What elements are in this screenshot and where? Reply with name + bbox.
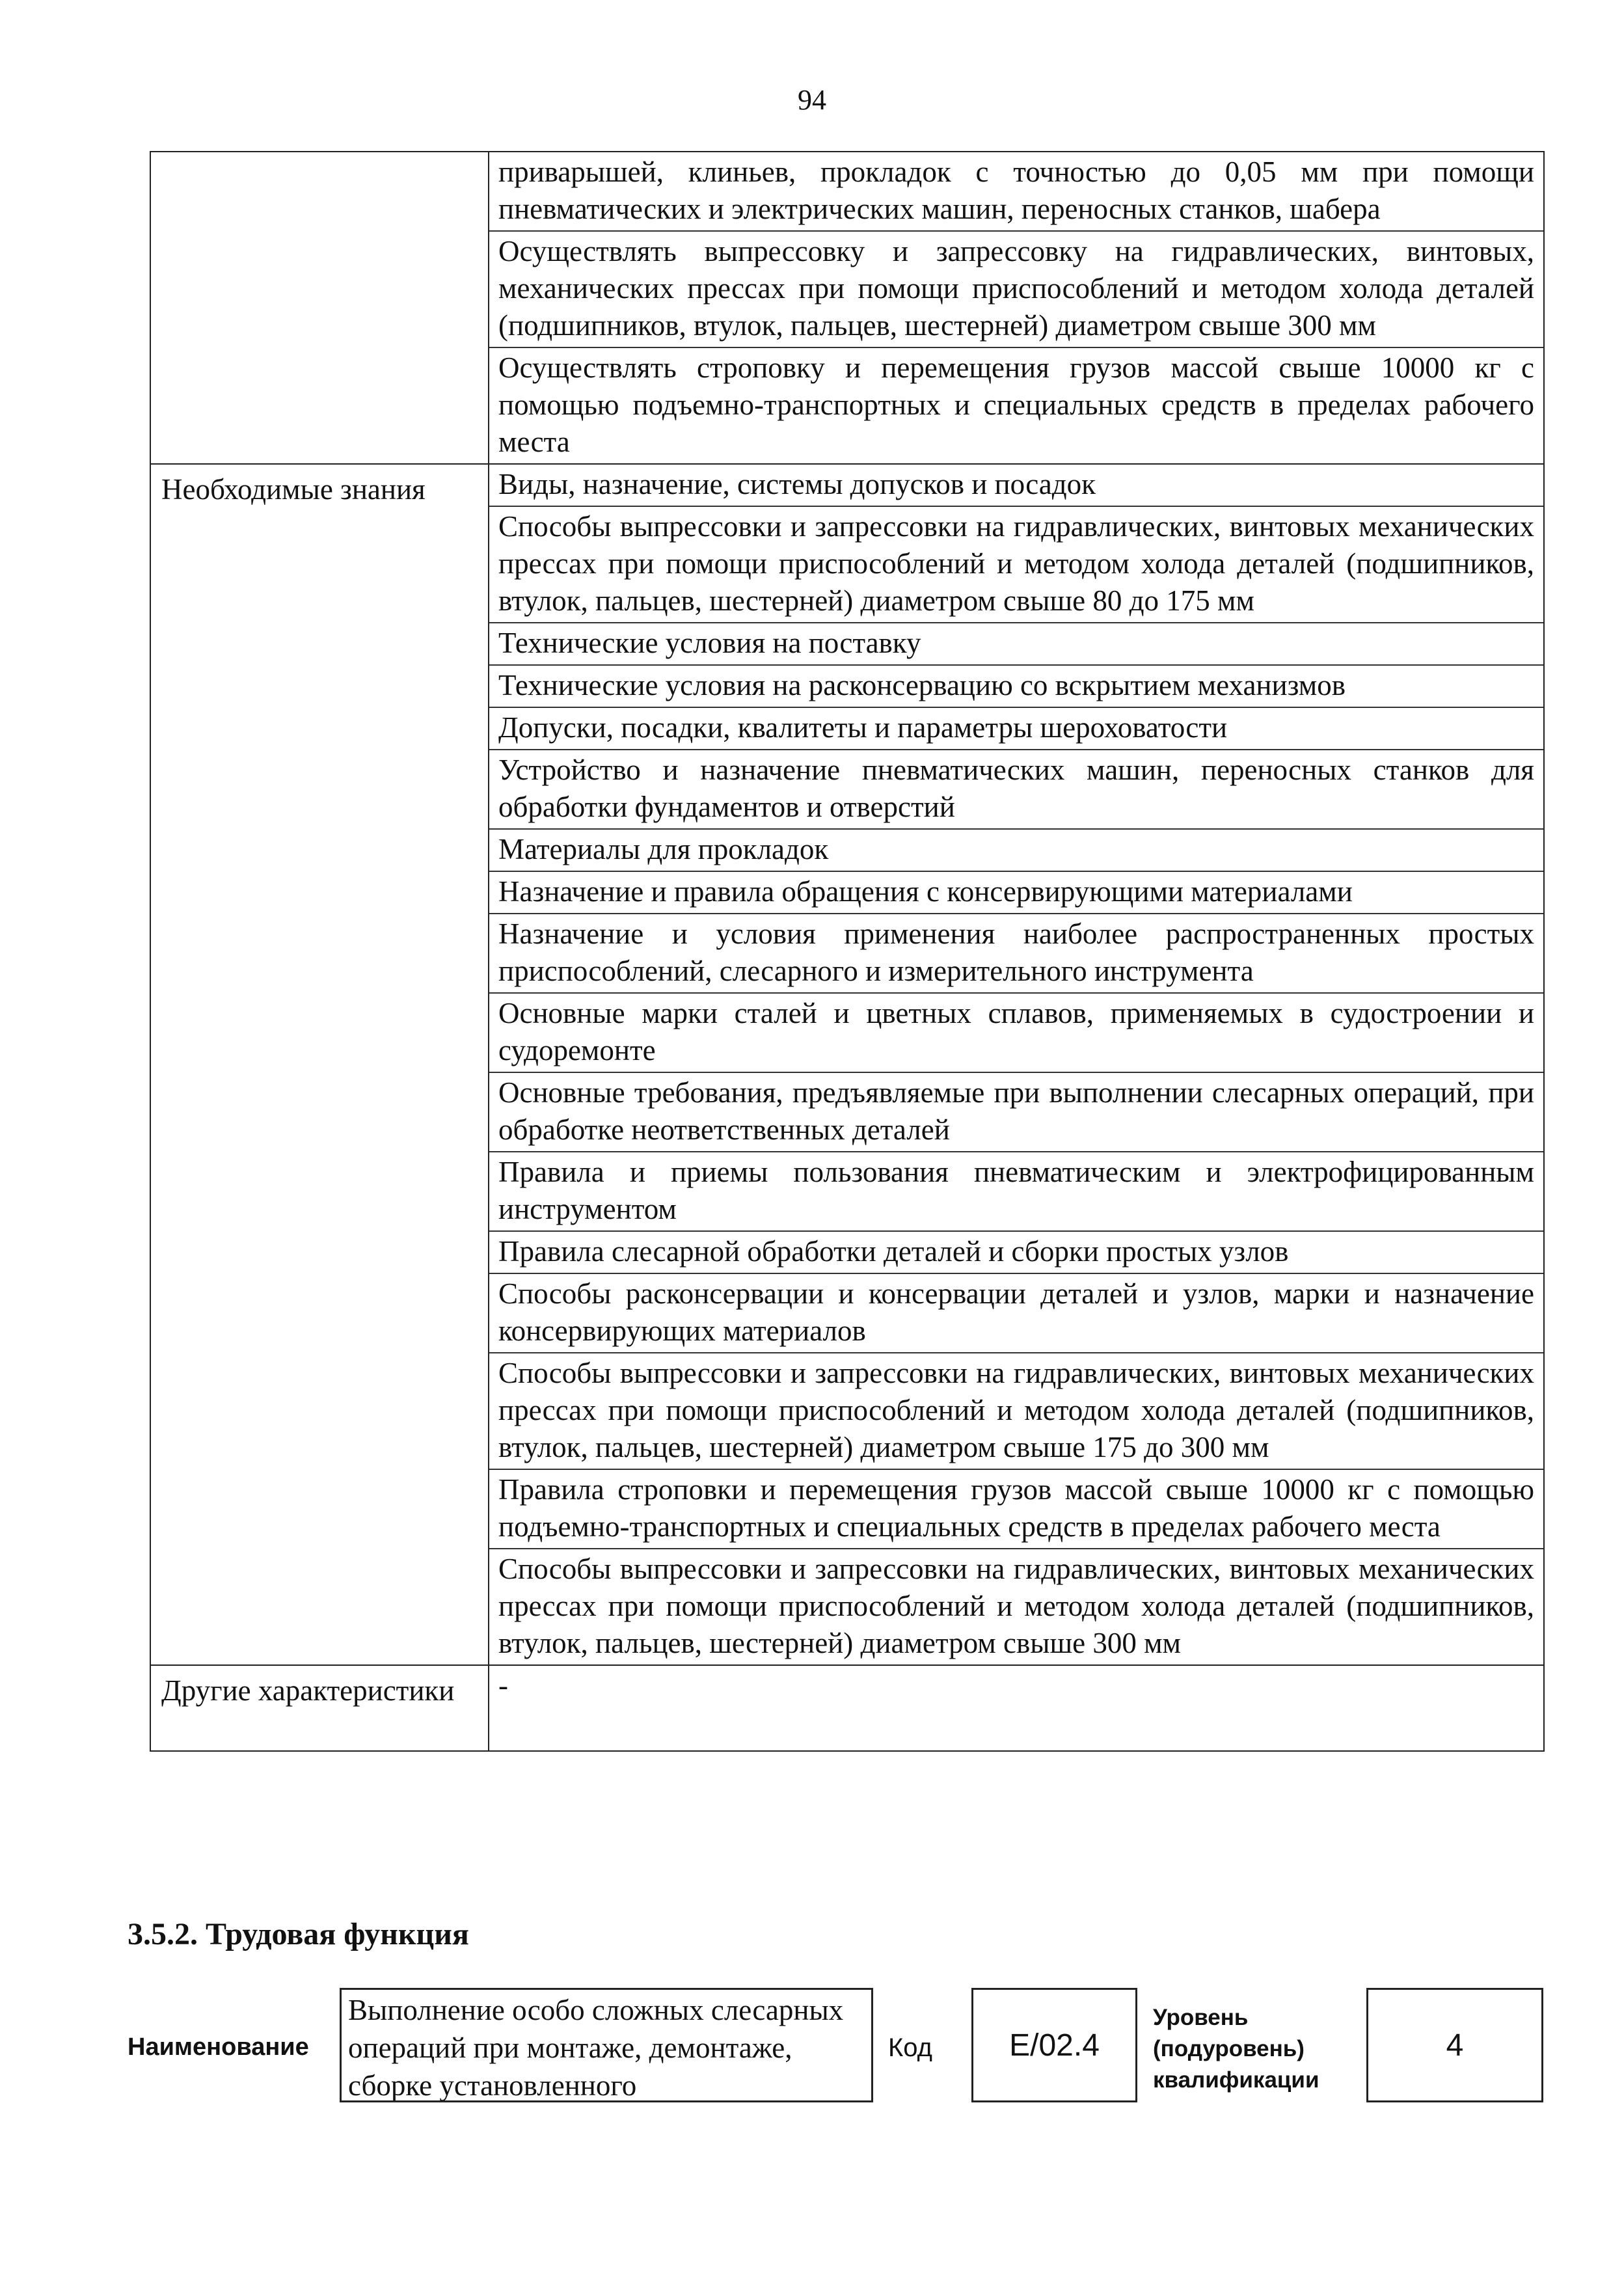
list-item: Правила и приемы пользования пневматическим и электрофицированным инструментом	[489, 1152, 1543, 1232]
list-item: Способы выпрессовки и запрессовки на гидравлических, винтовых механических прессах при помощи приспособлений и методом холода деталей (подшипников, втулок, пальцев, шестерней) диаметром свыше 80 до 175 мм	[489, 507, 1543, 623]
list-item: Правила строповки и перемещения грузов массой свыше 10000 кг с помощью подъемно-транспортных и специальных средств в пределах рабочего места	[489, 1470, 1543, 1549]
list-item: Осуществлять выпрессовку и запрессовку на гидравлических, винтовых, механических прессах при помощи приспособлений и методом холода деталей (подшипников, втулок, пальцев, шестерней) диаметром свыше 300 мм	[489, 232, 1543, 348]
list-item: Материалы для прокладок	[489, 830, 1543, 872]
list-item: приварышей, клиньев, прокладок с точностью до 0,05 мм при помощи пневматических и электрических машин, переносных станков, шабера	[489, 152, 1543, 232]
name-label: Наименование	[128, 2033, 309, 2061]
list-item: Технические условия на поставку	[489, 623, 1543, 666]
table-row	[150, 464, 1544, 1665]
list-item: Виды, назначение, системы допусков и посадок	[489, 465, 1543, 507]
list-item: Назначение и правила обращения с консервирующими материалами	[489, 872, 1543, 914]
row-label	[150, 152, 489, 464]
level-label-line: (подуровень)	[1153, 2036, 1305, 2061]
row-content	[489, 152, 1544, 464]
page-number: 94	[798, 84, 826, 116]
requirements-table	[150, 151, 1545, 1752]
level-field: 4	[1366, 1988, 1543, 2102]
level-label	[1153, 2002, 1319, 2096]
list-item: Назначение и условия применения наиболее распространенных простых приспособлений, слесарного и измерительного инструмента	[489, 914, 1543, 994]
list-item: Устройство и назначение пневматических машин, переносных станков для обработки фундаментов и отверстий	[489, 750, 1543, 830]
list-item: Способы выпрессовки и запрессовки на гидравлических, винтовых механических прессах при помощи приспособлений и методом холода деталей (подшипников, втулок, пальцев, шестерней) диаметром свыше 300 мм	[498, 1553, 1534, 1659]
function-name-field: Выполнение особо сложных слесарных операций при монтаже, демонтаже, сборке установленного	[340, 1988, 873, 2102]
other-value: -	[489, 1665, 1544, 1751]
code-label: Код	[888, 2033, 933, 2062]
list-item: Основные марки сталей и цветных сплавов, применяемых в судостроении и судоремонте	[489, 994, 1543, 1073]
list-item: Основные требования, предъявляемые при выполнении слесарных операций, при обработке неответственных деталей	[489, 1073, 1543, 1152]
table-row-other	[150, 1665, 1544, 1751]
list-item: Способы расконсервации и консервации деталей и узлов, марки и назначение консервирующих материалов	[489, 1274, 1543, 1353]
other-label: Другие характеристики	[150, 1665, 489, 1751]
labor-function-header	[0, 1988, 1624, 2112]
list-item: Допуски, посадки, квалитеты и параметры шероховатости	[489, 708, 1543, 750]
row-content	[489, 464, 1544, 1665]
level-label-line: Уровень	[1153, 2005, 1249, 2030]
list-item: Технические условия на расконсервацию со вскрытием механизмов	[489, 666, 1543, 708]
list-item: Правила слесарной обработки деталей и сборки простых узлов	[489, 1232, 1543, 1274]
level-label-line: квалификации	[1153, 2067, 1320, 2093]
list-item: Способы выпрессовки и запрессовки на гидравлических, винтовых механических прессах при помощи приспособлений и методом холода деталей (подшипников, втулок, пальцев, шестерней) диаметром свыше 175 до 300 мм	[489, 1353, 1543, 1470]
code-field: E/02.4	[971, 1988, 1137, 2102]
section-title: 3.5.2. Трудовая функция	[128, 1917, 469, 1951]
row-label: Необходимые знания	[150, 464, 489, 1665]
table-row	[150, 152, 1544, 464]
list-item: Осуществлять строповку и перемещения грузов массой свыше 10000 кг с помощью подъемно-транспортных и специальных средств в пределах рабочего места	[498, 351, 1534, 458]
